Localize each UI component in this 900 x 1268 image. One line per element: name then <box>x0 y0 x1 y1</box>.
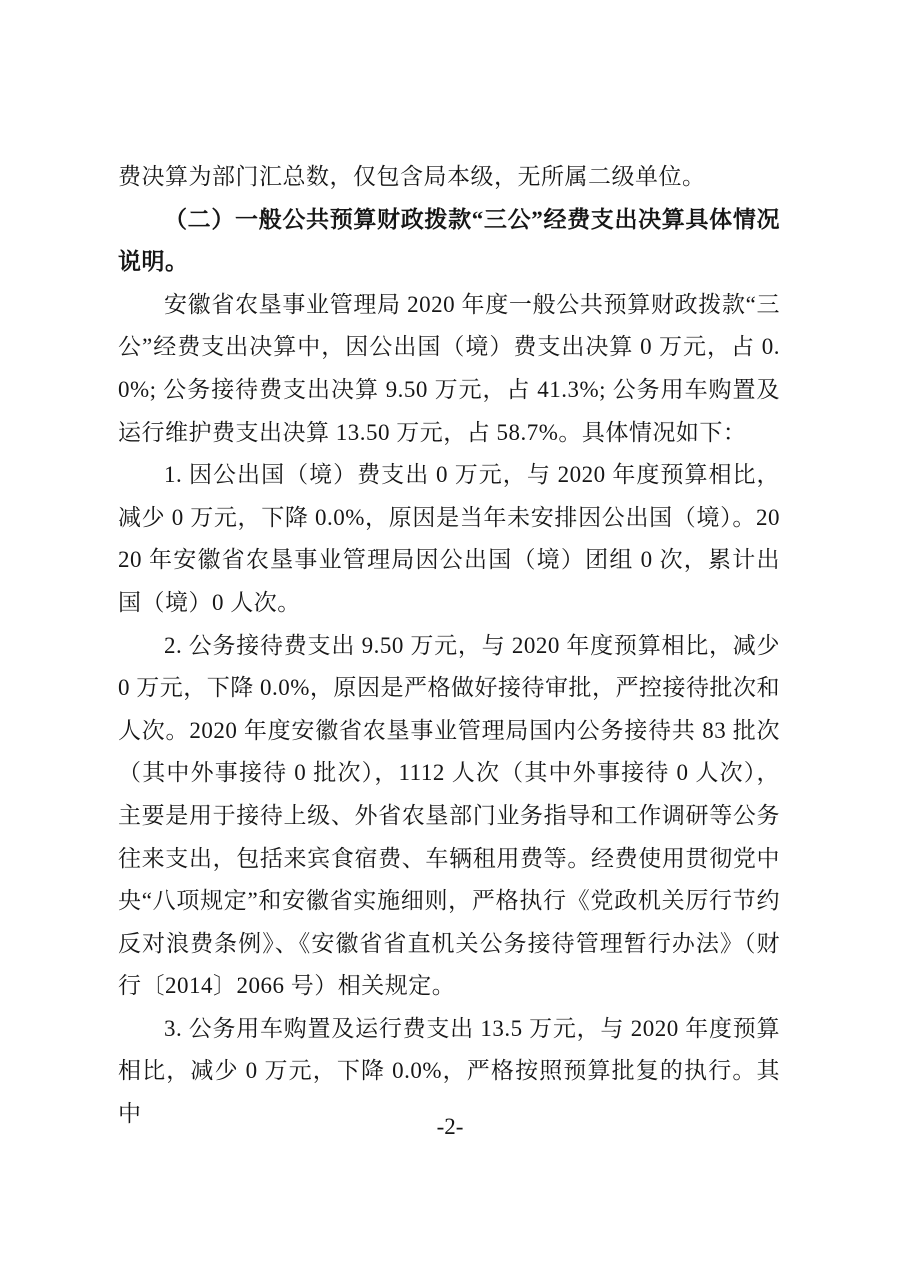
page-number: -2- <box>436 1114 464 1139</box>
paragraph-item-3: 3. 公务用车购置及运行费支出 13.5 万元，与 2020 年度预算相比，减少 0 万元，下降 0.0%，严格按照预算批复的执行。其中 <box>118 1015 780 1127</box>
paragraph-item-1: 1. 因公出国（境）费支出 0 万元，与 2020 年度预算相比，减少 0 万元，下降 0.0%，原因是当年未安排因公出国（境）。2020 年安徽省农垦事业管理局因公出国（境）团组 0 次，累计出国（境）0 人次。 <box>118 462 780 615</box>
document-body <box>118 156 780 1136</box>
paragraph-continuation: 费决算为部门汇总数，仅包含局本级，无所属二级单位。 <box>118 164 706 189</box>
paragraph-overview: 安徽省农垦事业管理局 2020 年度一般公共预算财政拨款“三公”经费支出决算中，因公出国（境）费支出决算 0 万元，占 0.0%; 公务接待费支出决算 9.50 万元，占 41.3%; 公务用车购置及运行维护费支出决算 13.50 万元，占 58.7%。具体情况如下： <box>118 291 780 445</box>
section-heading: （二）一般公共预算财政拨款“三公”经费支出决算具体情况说明。 <box>118 206 780 275</box>
paragraph-item-2: 2. 公务接待费支出 9.50 万元，与 2020 年度预算相比，减少 0 万元，下降 0.0%，原因是严格做好接待审批，严控接待批次和人次。2020 年度安徽省农垦事业管理局国内公务接待共 83 批次（其中外事接待 0 批次），1112 人次（其中外事接待 0 人次），主要是用于接待上级、外省农垦部门业务指导和工作调研等公务往来支出，包括来宾食宿费、车辆租用费等。经费使用贯彻党中央“八项规定”和安徽省实施细则，严格执行《党政机关厉行节约反对浪费条例》、《安徽省省直机关公务接待管理暂行办法》（财行〔2014〕2066 号）相关规定。 <box>118 632 780 999</box>
